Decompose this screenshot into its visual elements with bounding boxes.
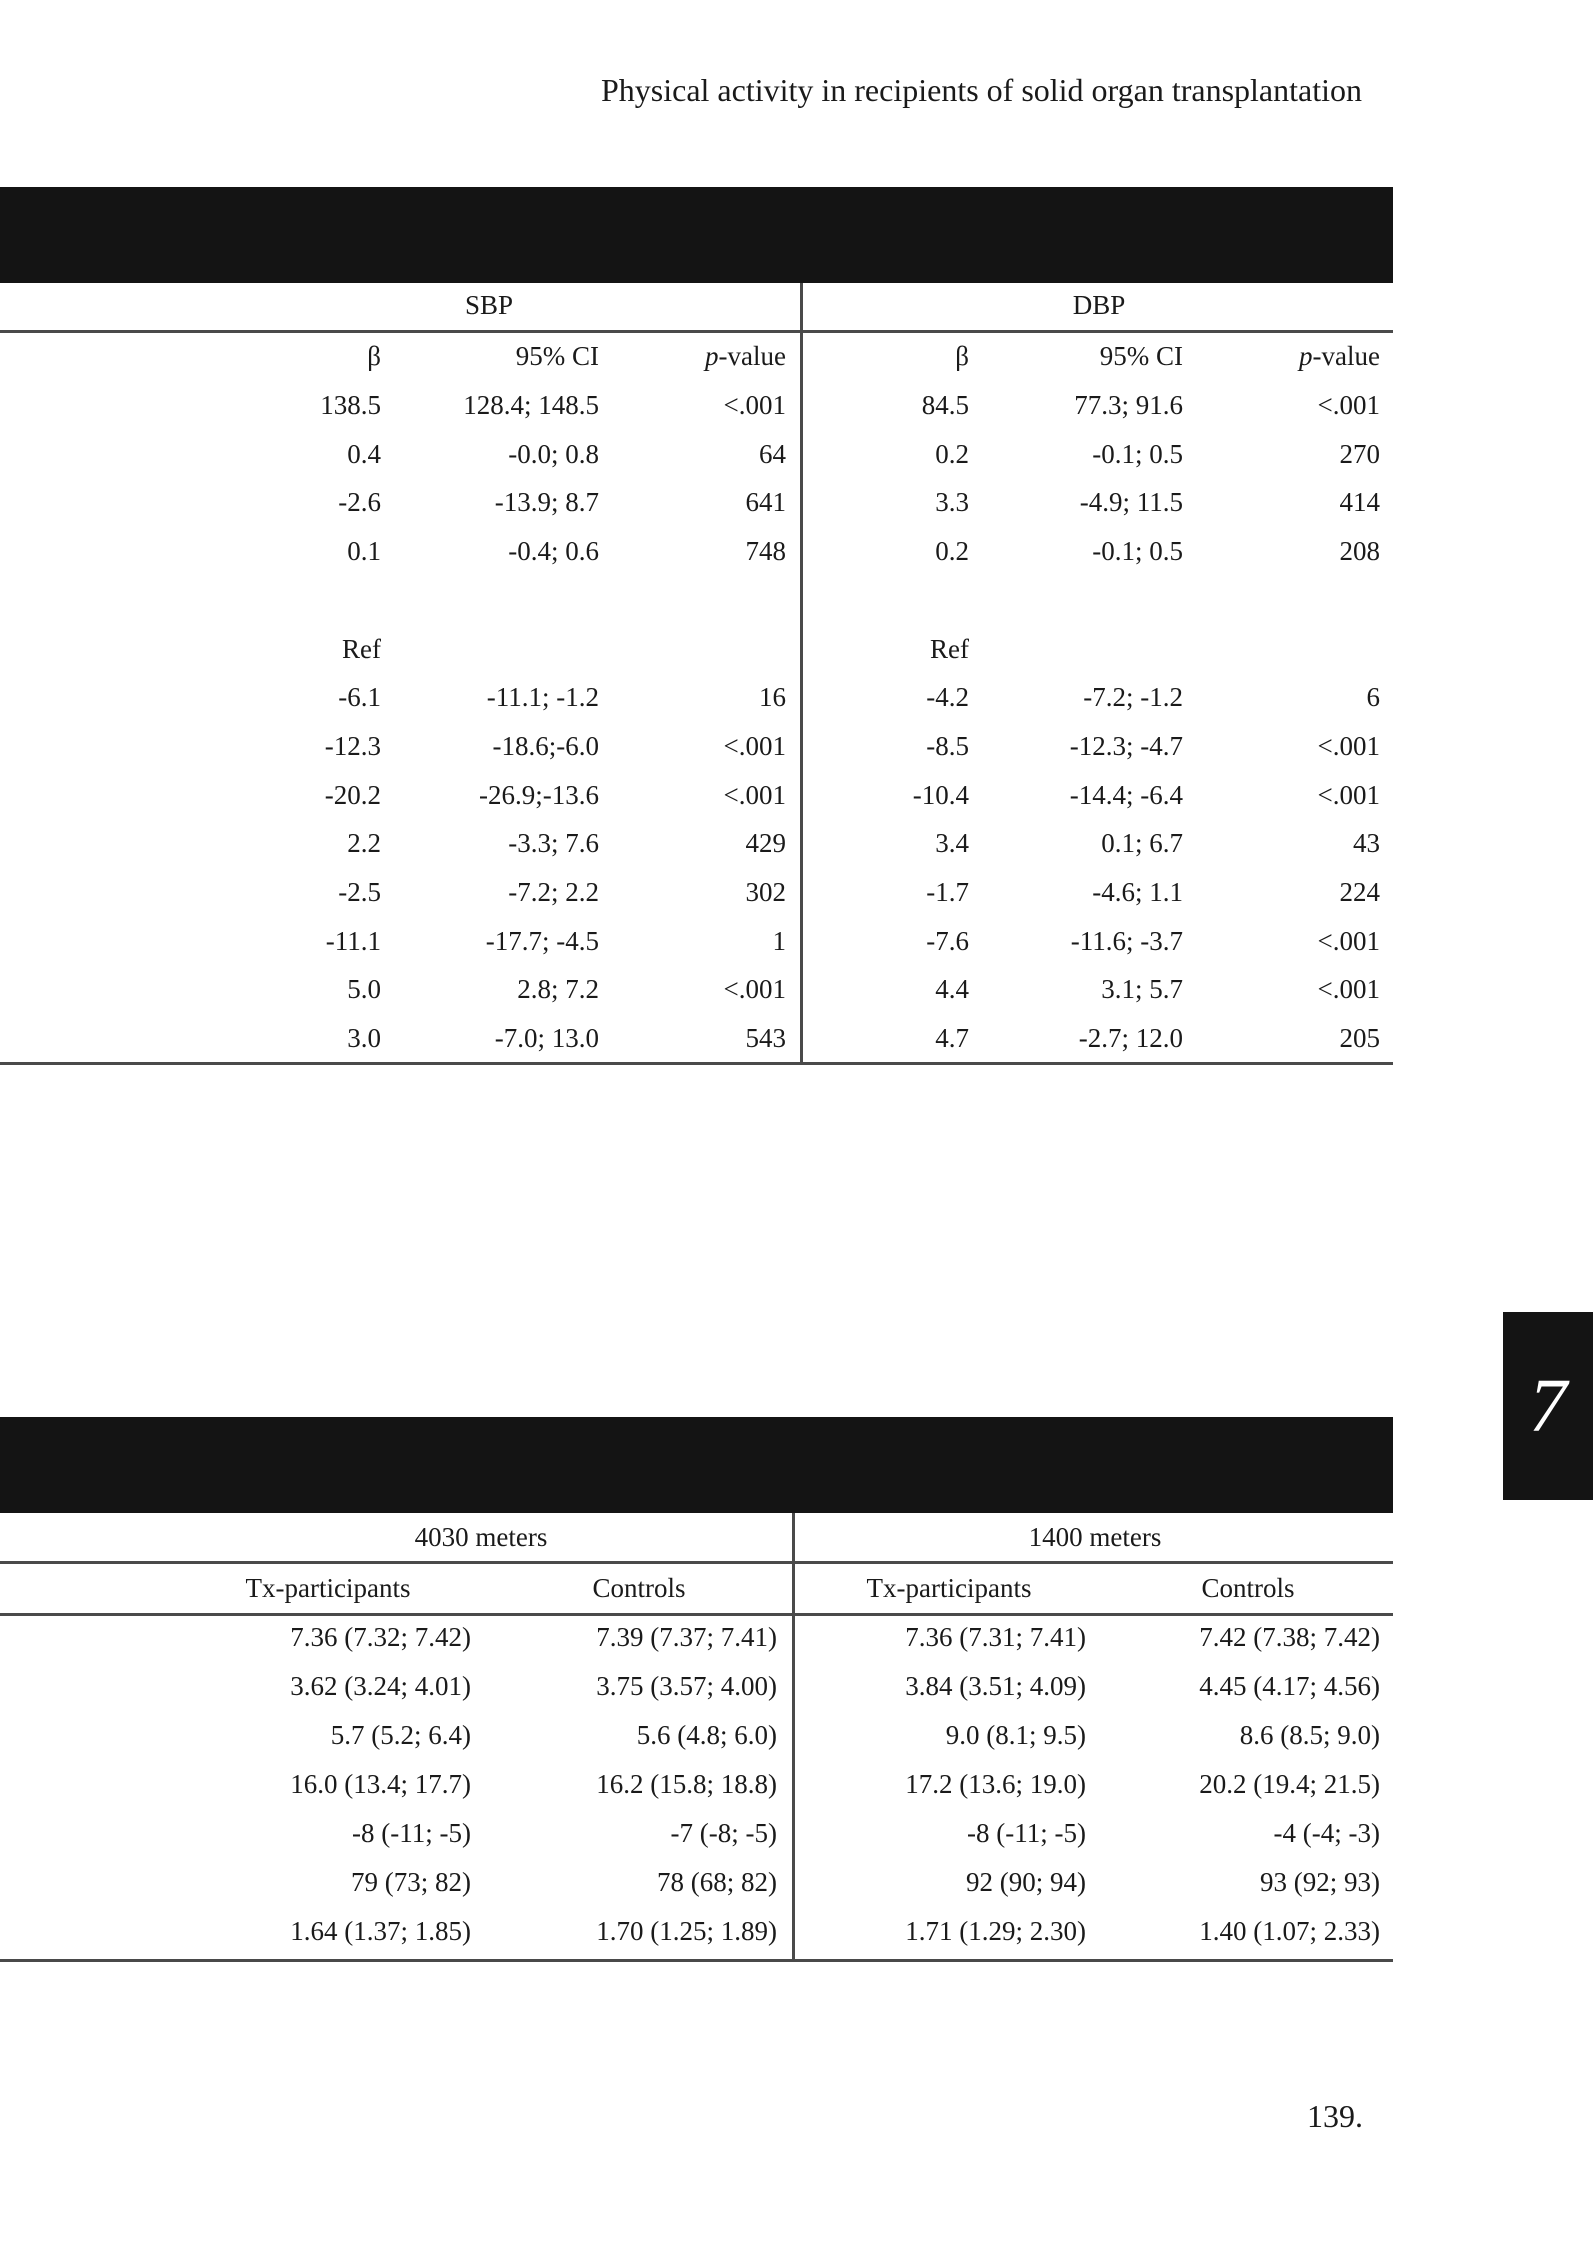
table1-cell-dbp-p: 43 bbox=[1353, 828, 1380, 858]
table1-cell-sbp-p: 748 bbox=[745, 536, 786, 566]
table1-cell-dbp-beta: 4.4 bbox=[935, 974, 969, 1004]
table1-group-header-sbp: SBP bbox=[464, 290, 514, 320]
table2-col-header-controls-1400: Controls bbox=[1201, 1573, 1295, 1603]
page-number: 139. bbox=[1307, 2098, 1363, 2134]
table2-cell-controls-1400: 1.40 (1.07; 2.33) bbox=[1199, 1916, 1380, 1946]
table1-cell-sbp-beta: 5.0 bbox=[347, 974, 381, 1004]
table2-column-divider bbox=[792, 1513, 795, 1960]
table1-group-header-dbp: DBP bbox=[1072, 290, 1126, 320]
table2-cell-tx-4030: 79 (73; 82) bbox=[351, 1867, 471, 1897]
table1-cell-sbp-p: <.001 bbox=[723, 731, 786, 761]
table2-cell-tx-1400: 17.2 (13.6; 19.0) bbox=[905, 1769, 1086, 1799]
table2-cell-tx-1400: -8 (-11; -5) bbox=[967, 1818, 1086, 1848]
table2-cell-controls-4030: 1.70 (1.25; 1.89) bbox=[596, 1916, 777, 1946]
table1-cell-dbp-p: 270 bbox=[1339, 439, 1380, 469]
table1-cell-sbp-beta: -12.3 bbox=[324, 731, 381, 761]
running-header: Physical activity in recipients of solid organ transplantation bbox=[600, 72, 1362, 108]
table1-cell-sbp-beta: -11.1 bbox=[325, 926, 381, 956]
table1-cell-dbp-ci: -4.9; 11.5 bbox=[1079, 487, 1183, 517]
table2-bottom-rule bbox=[0, 1959, 1393, 1962]
table1-column-divider bbox=[800, 283, 803, 1063]
table2-cell-controls-4030: 5.6 (4.8; 6.0) bbox=[636, 1720, 777, 1750]
table1-cell-sbp-ci: -0.0; 0.8 bbox=[508, 439, 599, 469]
table2-cell-controls-1400: 8.6 (8.5; 9.0) bbox=[1239, 1720, 1380, 1750]
table2-cell-tx-4030: 1.64 (1.37; 1.85) bbox=[290, 1916, 471, 1946]
table1-cell-dbp-p: <.001 bbox=[1317, 731, 1380, 761]
table1-cell-dbp-p: <.001 bbox=[1317, 780, 1380, 810]
table2-group-rule bbox=[0, 1561, 1393, 1564]
table1-cell-sbp-p: <.001 bbox=[723, 974, 786, 1004]
table1-col-header-dbp-p bbox=[1299, 343, 1380, 370]
table1-cell-dbp-ci: -11.6; -3.7 bbox=[1070, 926, 1183, 956]
table1-cell-sbp-ci: -18.6;-6.0 bbox=[492, 731, 599, 761]
p-italic: p bbox=[705, 341, 719, 371]
table2-col-header-controls-4030: Controls bbox=[592, 1573, 686, 1603]
p-italic: p bbox=[1299, 341, 1313, 371]
table1-cell-dbp-ci: 77.3; 91.6 bbox=[1074, 390, 1183, 420]
table2-cell-tx-4030: -8 (-11; -5) bbox=[352, 1818, 471, 1848]
table2-group-header-1400: 1400 meters bbox=[1028, 1522, 1162, 1552]
table1-cell-sbp-beta: 0.1 bbox=[347, 536, 381, 566]
table1-cell-dbp-ci: -4.6; 1.1 bbox=[1092, 877, 1183, 907]
table1-cell-dbp-beta: 4.7 bbox=[935, 1023, 969, 1053]
table2-cell-tx-4030: 16.0 (13.4; 17.7) bbox=[290, 1769, 471, 1799]
table1-cell-dbp-p: 414 bbox=[1339, 487, 1380, 517]
table1-cell-dbp-beta: 3.4 bbox=[935, 828, 969, 858]
table1-cell-dbp-ci: 3.1; 5.7 bbox=[1101, 974, 1183, 1004]
table1-cell-dbp-beta: -7.6 bbox=[926, 926, 969, 956]
table1-cell-sbp-ci: -11.1; -1.2 bbox=[486, 682, 599, 712]
table1-cell-sbp-ci: -17.7; -4.5 bbox=[485, 926, 599, 956]
table2-cell-tx-1400: 92 (90; 94) bbox=[966, 1867, 1086, 1897]
table1-col-header-dbp-beta: β bbox=[955, 341, 969, 371]
table2-title-bar bbox=[0, 1417, 1393, 1513]
table2-group-header-4030: 4030 meters bbox=[414, 1522, 548, 1552]
table1-cell-sbp-ci: -26.9;-13.6 bbox=[479, 780, 599, 810]
table2-cell-tx-1400: 9.0 (8.1; 9.5) bbox=[945, 1720, 1086, 1750]
table1-cell-dbp-beta: 0.2 bbox=[935, 439, 969, 469]
table1-cell-dbp-ci: -12.3; -4.7 bbox=[1069, 731, 1183, 761]
table2-cell-tx-1400: 7.36 (7.31; 7.41) bbox=[905, 1622, 1086, 1652]
table1-group-rule bbox=[0, 330, 1393, 333]
table1-col-header-sbp-p bbox=[705, 343, 786, 370]
table1-cell-dbp-p: 205 bbox=[1339, 1023, 1380, 1053]
table2-cell-tx-1400: 3.84 (3.51; 4.09) bbox=[905, 1671, 1086, 1701]
table1-cell-dbp-beta: Ref bbox=[930, 634, 969, 664]
table2-cell-controls-1400: -4 (-4; -3) bbox=[1273, 1818, 1380, 1848]
table1-cell-dbp-ci: -14.4; -6.4 bbox=[1069, 780, 1183, 810]
table1-cell-dbp-p: 224 bbox=[1339, 877, 1380, 907]
table1-cell-sbp-p: 16 bbox=[759, 682, 786, 712]
table1-cell-sbp-ci: -7.2; 2.2 bbox=[508, 877, 599, 907]
table1-cell-sbp-ci: 128.4; 148.5 bbox=[463, 390, 599, 420]
table1-cell-sbp-p: <.001 bbox=[723, 390, 786, 420]
table2-cell-tx-1400: 1.71 (1.29; 2.30) bbox=[905, 1916, 1086, 1946]
table2-cell-tx-4030: 7.36 (7.32; 7.42) bbox=[290, 1622, 471, 1652]
table1-cell-dbp-p: 208 bbox=[1339, 536, 1380, 566]
table2-cell-controls-4030: 78 (68; 82) bbox=[657, 1867, 777, 1897]
table1-cell-sbp-beta: 3.0 bbox=[347, 1023, 381, 1053]
table1-cell-sbp-beta: 2.2 bbox=[347, 828, 381, 858]
table2-cell-controls-4030: 16.2 (15.8; 18.8) bbox=[596, 1769, 777, 1799]
table2-cell-tx-4030: 3.62 (3.24; 4.01) bbox=[290, 1671, 471, 1701]
table2-cell-controls-1400: 4.45 (4.17; 4.56) bbox=[1199, 1671, 1380, 1701]
table1-cell-sbp-p: 302 bbox=[745, 877, 786, 907]
table2-cell-tx-4030: 5.7 (5.2; 6.4) bbox=[330, 1720, 471, 1750]
table1-cell-sbp-p: 64 bbox=[759, 439, 786, 469]
table1-cell-dbp-ci: -2.7; 12.0 bbox=[1078, 1023, 1183, 1053]
table1-cell-sbp-beta: 0.4 bbox=[347, 439, 381, 469]
table1-cell-dbp-beta: 0.2 bbox=[935, 536, 969, 566]
table1-cell-dbp-beta: -10.4 bbox=[912, 780, 969, 810]
table2-col-header-tx-1400: Tx-participants bbox=[866, 1573, 1032, 1603]
table1-cell-sbp-ci: -0.4; 0.6 bbox=[508, 536, 599, 566]
table1-cell-sbp-p: 429 bbox=[745, 828, 786, 858]
table1-cell-dbp-p: <.001 bbox=[1317, 974, 1380, 1004]
table1-cell-sbp-beta: -6.1 bbox=[338, 682, 381, 712]
table1-title-bar bbox=[0, 187, 1393, 283]
table1-cell-sbp-p: 1 bbox=[772, 926, 786, 956]
table1-col-header-sbp-beta: β bbox=[367, 341, 381, 371]
table1-col-header-dbp-ci: 95% CI bbox=[1099, 341, 1183, 371]
table1-cell-sbp-ci: 2.8; 7.2 bbox=[517, 974, 599, 1004]
table1-cell-dbp-ci: -7.2; -1.2 bbox=[1083, 682, 1183, 712]
table1-cell-sbp-beta: -20.2 bbox=[324, 780, 381, 810]
table1-cell-dbp-beta: -1.7 bbox=[926, 877, 969, 907]
table1-cell-dbp-p: <.001 bbox=[1317, 926, 1380, 956]
table2-col-header-tx-4030: Tx-participants bbox=[245, 1573, 411, 1603]
table1-cell-sbp-beta: -2.5 bbox=[338, 877, 381, 907]
table1-cell-sbp-ci: -13.9; 8.7 bbox=[494, 487, 599, 517]
table2-cell-controls-1400: 7.42 (7.38; 7.42) bbox=[1199, 1622, 1380, 1652]
table2-cell-controls-4030: 7.39 (7.37; 7.41) bbox=[596, 1622, 777, 1652]
table1-cell-sbp-beta: Ref bbox=[342, 634, 381, 664]
table1-cell-sbp-beta: 138.5 bbox=[320, 390, 381, 420]
chapter-number: 7 bbox=[1529, 1363, 1567, 1448]
table1-cell-sbp-beta: -2.6 bbox=[338, 487, 381, 517]
table1-bottom-rule bbox=[0, 1062, 1393, 1065]
table1-cell-dbp-beta: -8.5 bbox=[926, 731, 969, 761]
table1-cell-dbp-ci: 0.1; 6.7 bbox=[1101, 828, 1183, 858]
table2-cell-controls-4030: 3.75 (3.57; 4.00) bbox=[596, 1671, 777, 1701]
table1-cell-sbp-ci: -7.0; 13.0 bbox=[494, 1023, 599, 1053]
table1-cell-dbp-ci: -0.1; 0.5 bbox=[1092, 536, 1183, 566]
table1-cell-dbp-p: <.001 bbox=[1317, 390, 1380, 420]
table2-cell-controls-1400: 93 (92; 93) bbox=[1260, 1867, 1380, 1897]
table2-cell-controls-4030: -7 (-8; -5) bbox=[670, 1818, 777, 1848]
table1-cell-dbp-beta: 3.3 bbox=[935, 487, 969, 517]
table1-cell-sbp-ci: -3.3; 7.6 bbox=[508, 828, 599, 858]
table1-cell-dbp-ci: -0.1; 0.5 bbox=[1092, 439, 1183, 469]
table2-column-header-rule bbox=[0, 1613, 1393, 1616]
table1-cell-dbp-p: 6 bbox=[1366, 682, 1380, 712]
table1-cell-sbp-p: 641 bbox=[745, 487, 786, 517]
table1-col-header-sbp-ci: 95% CI bbox=[515, 341, 599, 371]
p-suffix: -value bbox=[1312, 341, 1380, 371]
chapter-tab bbox=[1503, 1312, 1593, 1500]
table2-cell-controls-1400: 20.2 (19.4; 21.5) bbox=[1199, 1769, 1380, 1799]
table1-cell-dbp-beta: 84.5 bbox=[921, 390, 969, 420]
p-suffix: -value bbox=[718, 341, 786, 371]
table1-cell-sbp-p: <.001 bbox=[723, 780, 786, 810]
table1-cell-dbp-beta: -4.2 bbox=[926, 682, 969, 712]
table1-cell-sbp-p: 543 bbox=[745, 1023, 786, 1053]
